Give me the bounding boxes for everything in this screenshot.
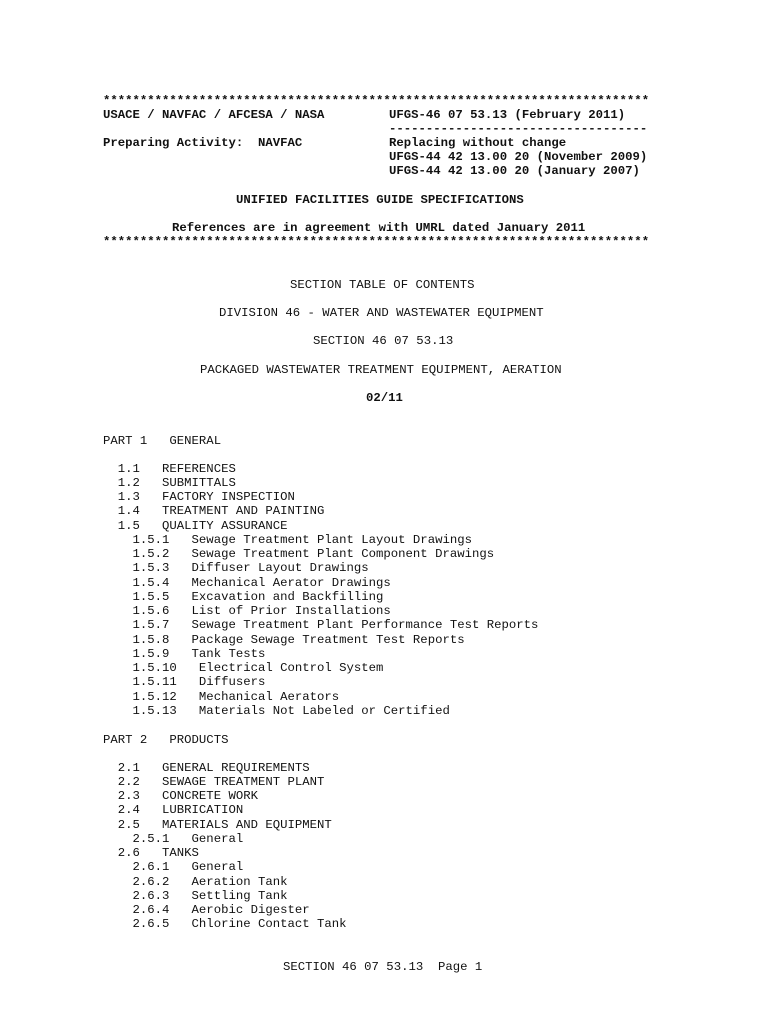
- toc-entry: 2.6 TANKS: [103, 846, 199, 860]
- toc-entry: 1.4 TREATMENT AND PAINTING: [103, 504, 325, 518]
- part1-label: PART 1 GENERAL: [103, 434, 222, 448]
- guide-title: UNIFIED FACILITIES GUIDE SPECIFICATIONS: [236, 193, 524, 207]
- toc-entry: 1.5 QUALITY ASSURANCE: [103, 519, 288, 533]
- header-star-rule-top: **************************************************************************: [103, 94, 650, 108]
- toc-entry: 2.2 SEWAGE TREATMENT PLANT: [103, 775, 325, 789]
- toc-entry: 1.5.2 Sewage Treatment Plant Component Drawings: [103, 547, 495, 561]
- header-preparing-activity: Preparing Activity: NAVFAC: [103, 136, 303, 150]
- header-spec-id: UFGS-46 07 53.13 (February 2011): [389, 108, 626, 122]
- header-dash-rule: -----------------------------------: [389, 122, 648, 136]
- toc-entry: 1.5.10 Electrical Control System: [103, 661, 384, 675]
- toc-entry: 1.5.7 Sewage Treatment Plant Performance Test Reports: [103, 618, 539, 632]
- toc-division: DIVISION 46 - WATER AND WASTEWATER EQUIPMENT: [219, 306, 544, 320]
- toc-entry: 1.5.8 Package Sewage Treatment Test Reports: [103, 633, 465, 647]
- toc-heading: SECTION TABLE OF CONTENTS: [290, 278, 475, 292]
- toc-entry: 1.5.3 Diffuser Layout Drawings: [103, 561, 369, 575]
- toc-entry: 2.3 CONCRETE WORK: [103, 789, 258, 803]
- toc-section: SECTION 46 07 53.13: [313, 334, 454, 348]
- page-footer: SECTION 46 07 53.13 Page 1: [283, 960, 483, 974]
- toc-entry: 2.4 LUBRICATION: [103, 803, 244, 817]
- header-replaced-1: UFGS-44 42 13.00 20 (November 2009): [389, 150, 648, 164]
- toc-entry: 2.6.2 Aeration Tank: [103, 875, 288, 889]
- toc-entry: 1.1 REFERENCES: [103, 462, 236, 476]
- toc-date: 02/11: [366, 391, 403, 405]
- toc-entry: 2.6.5 Chlorine Contact Tank: [103, 917, 347, 931]
- header-agencies: USACE / NAVFAC / AFCESA / NASA: [103, 108, 325, 122]
- toc-entry: 1.5.4 Mechanical Aerator Drawings: [103, 576, 391, 590]
- toc-entry: 2.5.1 General: [103, 832, 244, 846]
- header-replacing: Replacing without change: [389, 136, 567, 150]
- toc-entry: 2.5 MATERIALS AND EQUIPMENT: [103, 818, 332, 832]
- toc-entry: 1.5.13 Materials Not Labeled or Certified: [103, 704, 450, 718]
- toc-entry: 1.5.1 Sewage Treatment Plant Layout Drawings: [103, 533, 472, 547]
- part2-label: PART 2 PRODUCTS: [103, 733, 229, 747]
- toc-entry: 1.2 SUBMITTALS: [103, 476, 236, 490]
- toc-entry: 1.5.9 Tank Tests: [103, 647, 266, 661]
- toc-entry: 1.5.12 Mechanical Aerators: [103, 690, 340, 704]
- toc-entry: 1.3 FACTORY INSPECTION: [103, 490, 295, 504]
- toc-entry: 2.6.4 Aerobic Digester: [103, 903, 310, 917]
- toc-entry: 2.6.1 General: [103, 860, 244, 874]
- toc-entry: 1.5.11 Diffusers: [103, 675, 266, 689]
- header-replaced-2: UFGS-44 42 13.00 20 (January 2007): [389, 164, 640, 178]
- toc-title: PACKAGED WASTEWATER TREATMENT EQUIPMENT, AERATION: [200, 363, 562, 377]
- header-star-rule-bottom: **************************************************************************: [103, 235, 650, 249]
- references-note: References are in agreement with UMRL dated January 2011: [172, 221, 586, 235]
- toc-entry: 1.5.5 Excavation and Backfilling: [103, 590, 384, 604]
- toc-entry: 2.1 GENERAL REQUIREMENTS: [103, 761, 310, 775]
- toc-entry: 2.6.3 Settling Tank: [103, 889, 288, 903]
- toc-entry: 1.5.6 List of Prior Installations: [103, 604, 391, 618]
